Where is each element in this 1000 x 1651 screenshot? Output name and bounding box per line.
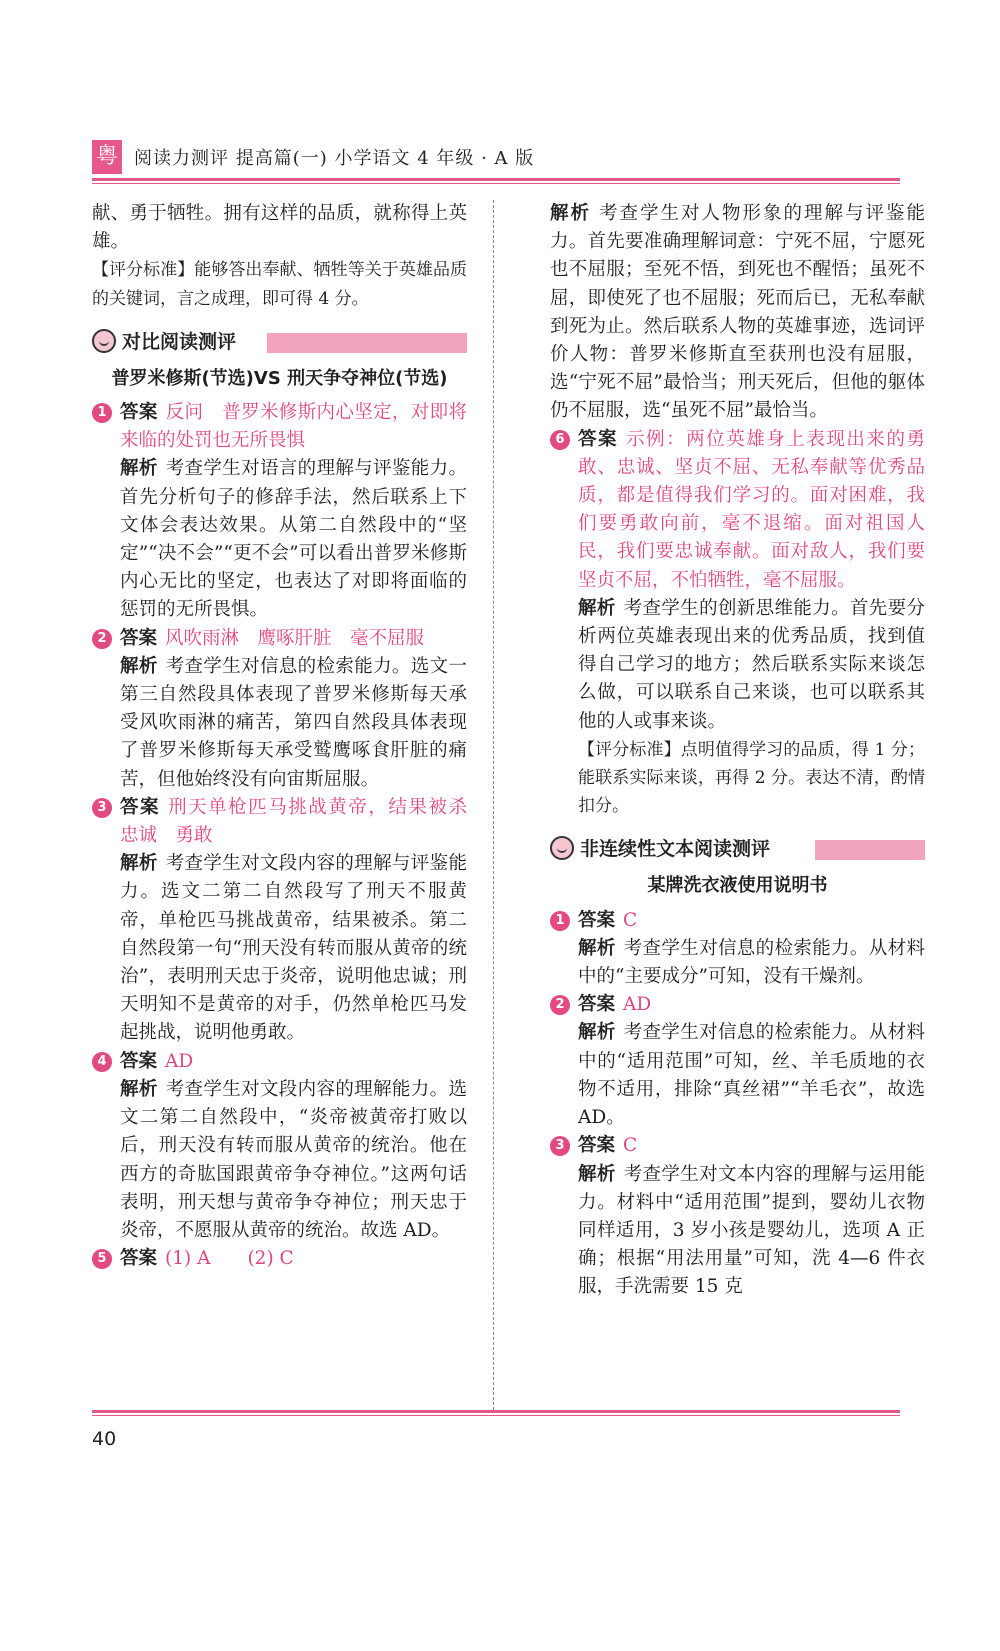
analysis-label: 解析 [550, 203, 591, 224]
answer-text: 刑天单枪匹马挑战黄帝，结果被杀 忠诚 勇敢 [120, 796, 486, 847]
answer-text: C [623, 1135, 638, 1157]
question-item [550, 907, 925, 992]
question-number: 2 [550, 995, 570, 1015]
question-number: 1 [550, 911, 570, 931]
answer-label: 答案 [120, 1050, 158, 1072]
footer-rule-thin [92, 1415, 900, 1416]
section-face-icon [550, 836, 574, 860]
page-number: 40 [92, 1428, 117, 1450]
section-title: 非连续性文本阅读测评 [580, 838, 771, 861]
question-item [92, 1048, 467, 1245]
analysis-label: 解析 [120, 655, 158, 677]
analysis-label: 解析 [120, 1078, 158, 1100]
section-title: 对比阅读测评 [122, 330, 237, 353]
answer-text: (1) A (2) C [165, 1248, 294, 1270]
column-divider [493, 200, 494, 1410]
left-column [92, 200, 486, 1273]
section-header-comparison [92, 327, 467, 359]
analysis-label: 解析 [120, 853, 158, 875]
section-subtitle: 普罗米修斯(节选)VS 刑天争夺神位(节选) [111, 367, 448, 389]
intro-text: 献、勇于牺牲。拥有这样的品质，就称得上英雄。 [92, 203, 467, 253]
analysis-label: 解析 [120, 458, 158, 480]
question-item-continued [550, 200, 925, 426]
answer-label: 答案 [120, 796, 161, 818]
scoring-standard: 【评分标准】点明值得学习的品质，得 1 分；能联系实际来谈，再得 2 分。表达不清，酌情扣分。 [578, 739, 925, 817]
answer-label: 答案 [120, 402, 158, 424]
question-item [92, 1245, 467, 1273]
analysis-text: 考查学生对信息的检索能力。从材料中的“主要成分”可知，没有干燥剂。 [578, 937, 925, 988]
header-rule [92, 178, 900, 181]
question-number: 3 [550, 1136, 570, 1156]
section-bar [815, 840, 925, 860]
question-number: 3 [92, 798, 112, 818]
analysis-label: 解析 [578, 1163, 616, 1185]
scoring-standard: 【评分标准】能够答出奉献、牺牲等关于英雄品质的关键词，言之成理，即可得 4 分。 [92, 260, 467, 309]
question-item [92, 794, 486, 1048]
question-number: 5 [92, 1249, 112, 1269]
analysis-text: 考查学生对文本内容的理解与运用能力。材料中“适用范围”提到，婴幼儿衣物同样适用，3 岁小孩是婴幼儿，选项 A 正确；根据“用法用量”可知，洗 4—6 件衣服，手洗需要 15 克 [578, 1163, 925, 1298]
section-header-noncontinuous [550, 834, 925, 866]
answer-text: 示例：两位英雄身上表现出来的勇敢、忠诚、坚贞不屈、无私奉献等优秀品质，都是值得我们学习的。面对困难，我们要勇敢向前，毫不退缩。面对祖国人民，我们要忠诚奉献。面对敌人，我们要坚贞不屈，不怕牺牲，毫不屈服。 [578, 428, 925, 591]
section-bar [267, 333, 467, 353]
analysis-text: 考查学生对文段内容的理解与评鉴能力。选文二第二自然段写了刑天不服黄帝，单枪匹马挑战黄帝，结果被杀。第二自然段第一句“刑天没有转而服从黄帝的统治”，表明刑天忠于炎帝，说明他忠诚；刑天明知不是黄帝的对手，仍然单枪匹马发起挑战，说明他勇敢。 [120, 853, 467, 1044]
analysis-text: 考查学生对人物形象的理解与评鉴能力。首先要准确理解词意：宁死不屈，宁愿死也不屈服；至死不悟，到死也不醒悟；虽死不屈，即使死了也不屈服；死而后已，无私奉献到死为止。然后联系人物的英雄事迹，选词评价人物：普罗米修斯直至获刑也没有屈服，选“宁死不屈”最恰当；刑天死后，但他的躯体仍不屈服，选“虽死不屈”最恰当。 [550, 203, 925, 422]
analysis-text: 考查学生对信息的检索能力。从材料中的“适用范围”可知，丝、羊毛质地的衣物不适用，排除“真丝裙”“羊毛衣”，故选 AD。 [578, 1022, 925, 1129]
answer-text: C [623, 909, 638, 931]
analysis-text: 考查学生的创新思维能力。首先要分析两位英雄表现出来的优秀品质，找到值得自己学习的地方；然后联系实际来谈怎么做，可以联系自己来谈，也可以联系其他的人或事来谈。 [578, 597, 925, 732]
question-number: 2 [92, 629, 112, 649]
question-number: 6 [550, 430, 570, 450]
answer-text: 反问 普罗米修斯内心坚定，对即将来临的处罚也无所畏惧 [120, 402, 467, 452]
analysis-label: 解析 [578, 1022, 616, 1044]
header-title: 阅读力测评 提高篇(一) 小学语文 4 年级 · A 版 [134, 148, 535, 169]
answer-label: 答案 [578, 909, 616, 931]
answer-text: 风吹雨淋 鹰啄肝脏 毫不屈服 [165, 627, 425, 649]
section-subtitle: 某牌洗衣液使用说明书 [647, 875, 828, 897]
answer-text: AD [165, 1050, 194, 1072]
question-number: 1 [92, 403, 112, 423]
answer-label: 答案 [578, 994, 616, 1016]
analysis-label: 解析 [578, 937, 616, 959]
answer-label: 答案 [120, 1248, 158, 1270]
header-rule-thin [92, 183, 900, 184]
section-face-icon [92, 329, 116, 353]
analysis-text: 考查学生对语言的理解与评鉴能力。首先分析句子的修辞手法，然后联系上下文体会表达效果。从第二自然段中的“坚定”“决不会”“更不会”可以看出普罗米修斯内心无比的坚定，也表达了对即将面临的惩罚的无所畏惧。 [120, 458, 467, 621]
question-item [550, 1132, 925, 1301]
analysis-text: 考查学生对文段内容的理解能力。选文二第二自然段中，“炎帝被黄帝打败以后，刑天没有转而服从黄帝的统治。他在西方的奇肱国跟黄帝争夺神位。”这两句话表明，刑天想与黄帝争夺神位；刑天忠于炎帝，不愿服从黄帝的统治。故选 AD。 [120, 1078, 467, 1241]
answer-text: AD [623, 994, 652, 1016]
question-item [92, 625, 467, 794]
answer-label: 答案 [120, 627, 158, 649]
logo-icon: 粤 [92, 140, 122, 174]
answer-label: 答案 [578, 428, 619, 450]
question-item [550, 426, 925, 821]
footer-rule [92, 1410, 900, 1413]
question-item [550, 991, 925, 1132]
analysis-label: 解析 [578, 597, 616, 619]
answer-label: 答案 [578, 1135, 616, 1157]
question-number: 4 [92, 1052, 112, 1072]
question-item [92, 399, 467, 625]
analysis-text: 考查学生对信息的检索能力。选文一第三自然段具体表现了普罗米修斯每天承受风吹雨淋的痛苦，第四自然段具体表现了普罗米修斯每天承受鹫鹰啄食肝脏的痛苦，但他始终没有向宙斯屈服。 [120, 655, 467, 790]
page-header [92, 140, 900, 184]
right-column [550, 200, 925, 1302]
